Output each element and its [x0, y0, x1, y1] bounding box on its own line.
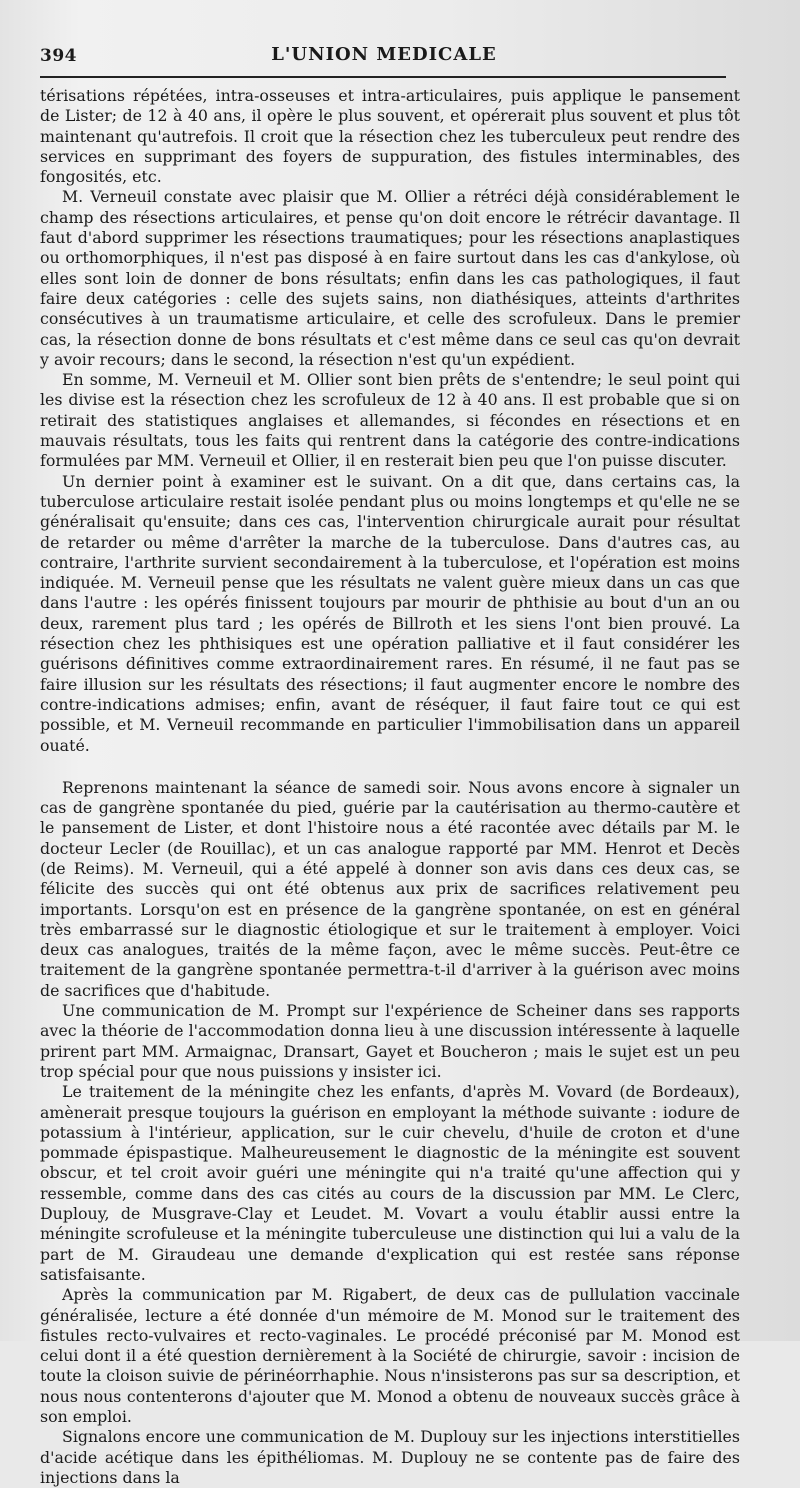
paragraph: Un dernier point à examiner est le suivant. On a dit que, dans certains cas, la tuberculose articulaire restait isolée pendant plus ou moins longtemps et qu'elle ne se généralisait qu'ensuite; dans ces cas, l'intervention chirurgicale aurait pour résultat de retarder ou même d'arrêter la marche de la tuberculose. Dans d'autres cas, au contraire, l'arthrite survient secondairement à la tuberculose, et l'opération est moins indiquée. M. Verneuil pense que les résultats ne valent guère mieux dans un cas que dans l'autre : les opérés finissent toujours par mourir de phthisie au bout d'un an ou deux, rarement plus tard ; les opérés de Billroth et les siens l'ont bien prouvé. La résection chez les phthisiques est une opération palliative et il faut considérer les guérisons définitives comme extraordinairement rares. En résumé, il ne faut pas se faire illusion sur les résultats des résections; il faut augmenter encore le nombre des contre-indications admises; enfin, avant de réséquer, il faut faire tout ce qui est possible, et M. Verneuil recommande en particulier l'immobilisation dans un appareil ouaté. — [40, 471, 740, 755]
paragraph: En somme, M. Verneuil et M. Ollier sont bien prêts de s'entendre; le seul point qui les divise est la résection chez les scrofuleux de 12 à 40 ans. Il est probable que si on retirait des statistiques anglaises et allemandes, si fécondes en résections et en mauvais résultats, tous les faits qui rentrent dans la catégorie des contre-indications formulées par MM. Verneuil et Ollier, il en resterait bien peu que l'on puisse discuter. — [40, 370, 740, 471]
paragraph: Le traitement de la méningite chez les enfants, d'après M. Vovard (de Bordeaux), amènerait presque toujours la guérison en employant la méthode suivante : iodure de potassium à l'intérieur, application, sur le cuir chevelu, d'huile de croton et d'une pommade épispastique. Malheureusement le diagnostic de la méningite est souvent obscur, et tel croit avoir guéri une méningite qui n'a traité qu'une affection qui y ressemble, comme dans des cas cités au cours de la discussion par MM. Le Clerc, Duplouy, de Musgrave-Clay et Leudet. M. Vovart a voulu établir aussi entre la méningite scrofuleuse et la méningite tuberculeuse une distinction qui lui a valu de la part de M. Giraudeau une demande d'explication qui est restée sans réponse satisfaisante. — [40, 1082, 740, 1284]
paragraph: Reprenons maintenant la séance de samedi soir. Nous avons encore à signaler un cas de gangrène spontanée du pied, guérie par la cautérisation au thermo-cautère et le pansement de Lister, et dont l'histoire nous a été racontée avec détails par M. le docteur Lecler (de Rouillac), et un cas analogue rapporté par MM. Henrot et Decès (de Reims). M. Verneuil, qui a été appelé à donner son avis dans ces deux cas, se félicite des succès qui ont été obtenus aux prix de sacrifices relativement peu importants. Lorsqu'on est en présence de la gangrène spontanée, on est en général très embarrassé sur le diagnostic étiologique et sur le traitement à employer. Voici deux cas analogues, traités de la même façon, avec le même succès. Peut-être ce traitement de la gangrène spontanée permettra-t-il d'arriver à la guérison avec moins de sacrifices que d'habitude. — [40, 777, 740, 1000]
page-number: 394 — [40, 46, 77, 66]
running-head: L'UNION MEDICALE — [271, 44, 497, 65]
paragraph: M. Verneuil constate avec plaisir que M. Ollier a rétréci déjà considérablement le champ des résections articulaires, et pense qu'on doit encore le rétrécir davantage. Il faut d'abord supprimer les résections traumatiques; pour les résections anaplastiques ou orthomorphiques, il n'est pas disposé à en faire surtout dans les cas d'ankylose, où elles sont loin de donner de bons résultats; enfin dans les cas pathologiques, il faut faire deux catégories : celle des sujets sains, non diathésiques, atteints d'arthrites consécutives à un traumatisme articulaire, et celle des scrofuleux. Dans le premier cas, la résection donne de bons résultats et c'est même dans ce seul cas qu'on devrait y avoir recours; dans le second, la résection n'est qu'un expédient. — [40, 187, 740, 369]
paragraph: térisations répétées, intra-osseuses et intra-articulaires, puis applique le pansement de Lister; de 12 à 40 ans, il opère le plus souvent, et opérerait plus souvent et plus tôt maintenant qu'autrefois. Il croit que la résection chez les tuberculeux peut rendre des services en supprimant des foyers de suppuration, des fistules interminables, des fongosités, etc. — [40, 86, 740, 187]
page-header — [40, 44, 728, 74]
paragraph: Une communication de M. Prompt sur l'expérience de Scheiner dans ses rapports avec la théorie de l'accommodation donna lieu à une discussion intéressente à laquelle prirent part MM. Armaignac, Dransart, Gayet et Boucheron ; mais le sujet est un peu trop spécial pour que nous puissions y insister ici. — [40, 1001, 740, 1081]
article-body — [40, 86, 740, 1488]
header-rule — [40, 76, 726, 78]
paragraph: Signalons encore une communication de M. Duplouy sur les injections interstitielles d'acide acétique dans les épithéliomas. M. Duplouy ne se contente pas de faire des injections dans la — [40, 1427, 740, 1487]
paragraph: Après la communication par M. Rigabert, de deux cas de pullulation vaccinale généralisée, lecture a été donnée d'un mémoire de M. Monod sur le traitement des fistules recto-vulvaires et recto-vaginales. Le procédé préconisé par M. Monod est celui dont il a été question dernièrement à la Société de chirurgie, savoir : incision de toute la cloison suivie de périnéorrhaphie. Nous n'insisterons pas sur sa description, et nous nous contenterons d'ajouter que M. Monod a obtenu de nouveaux succès grâce à son emploi. — [40, 1285, 740, 1426]
